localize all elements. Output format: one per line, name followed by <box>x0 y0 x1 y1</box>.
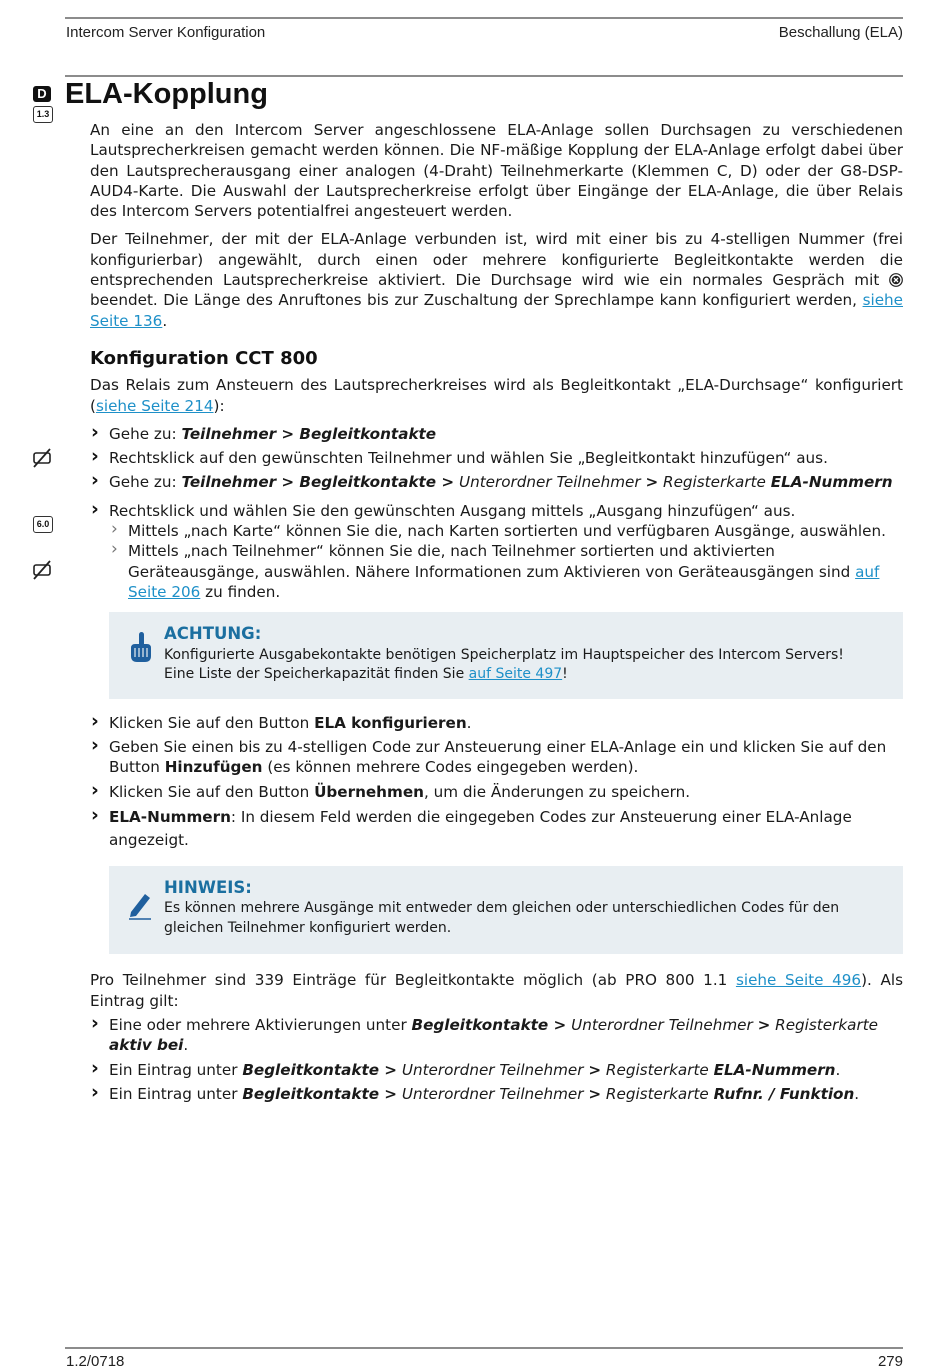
sub-steps <box>109 521 903 602</box>
entry-text: Ein Eintrag unter <box>109 1060 243 1079</box>
list-item: › Rechtsklick auf den gewünschten Teilnehmer und wählen Sie „Begleitkontakt hinzufügen“ aus. <box>90 448 903 468</box>
list-item <box>90 424 903 444</box>
list-item <box>90 1084 903 1104</box>
link-seite-136[interactable]: siehe Seite 136 <box>90 291 904 330</box>
menu-path-sub: Unterordner Teilnehmer <box>454 473 646 492</box>
menu-path-sub: Registerkarte <box>770 1016 878 1035</box>
footer-version: 1.2/0718 <box>66 1353 125 1370</box>
achtung-line-2 <box>164 665 879 685</box>
intro-paragraph-1: An eine an den Intercom Server angeschlossene ELA-Anlage sollen Durchsagen zu verschiedenen Lautsprecherkreisen gemacht werden können. Die NF-mäßige Kopplung der ELA-Anlage erfolgt dabei über den Lautsprecherausgang einer analogen (4-Draht) Teilnehmerkarte (Klemmen C, D) oder der G8-DSP-AUD4-Karte. Die Auswahl der Lautsprecherkreise erfolgt über Eingänge der ELA-Anlage, die über Relais des Intercom Servers potentialfrei angesteuert werden. <box>90 121 903 221</box>
link-seite-214[interactable]: siehe Seite 214 <box>95 396 214 415</box>
step-text-end: (es können mehrere Codes eingegeben werden). <box>262 758 639 777</box>
pro-text-end: ). Als Eintrag gilt: <box>90 971 903 1010</box>
step-text-end: zu finden. <box>200 582 281 601</box>
step-text: : In diesem Feld werden die eingegeben Codes zur Ansteuerung einer ELA-Anlage angezeigt. <box>109 807 852 849</box>
step-text: Rechtsklick und wählen Sie den gewünschten Ausgang mittels „Ausgang hinzufügen“ aus. <box>109 501 796 520</box>
achtung-text: Eine Liste der Speicherkapazität finden Sie <box>164 666 469 683</box>
menu-path: Teilnehmer > Begleitkontakte > <box>181 473 455 492</box>
achtung-notice <box>109 612 903 699</box>
entry-list <box>90 1015 903 1104</box>
list-item <box>90 737 903 778</box>
list-item <box>90 1060 903 1080</box>
menu-path-sub: Registerkarte <box>601 1084 714 1103</box>
menu-path-sep: > <box>757 1016 771 1035</box>
end-call-key-icon <box>889 273 903 287</box>
step-text: Klicken Sie auf den Button <box>109 713 315 732</box>
section-intro-end: ): <box>213 396 225 415</box>
list-item <box>90 501 903 602</box>
menu-path-sep: > <box>588 1060 602 1079</box>
button-name: ELA konfigurieren <box>314 713 467 732</box>
footer-rule <box>65 1347 903 1349</box>
menu-path: Begleitkontakte > <box>242 1060 398 1079</box>
menu-path-tab: ELA-Nummern <box>770 473 893 492</box>
link-seite-497[interactable]: auf Seite 497 <box>468 666 563 683</box>
header-top-rule <box>65 17 903 19</box>
menu-path-sub: Registerkarte <box>658 473 771 492</box>
pencil-icon <box>127 886 153 920</box>
header-left: Intercom Server Konfiguration <box>66 24 266 41</box>
menu-path-tab: Rufnr. / Funktion <box>713 1084 855 1103</box>
version-badge-1-3: 1.3 <box>33 106 53 123</box>
intro2-end: . <box>162 311 168 330</box>
achtung-title: ACHTUNG: <box>164 624 262 644</box>
not-available-icon <box>31 447 53 469</box>
step-text-end: , um die Änderungen zu speichern. <box>423 782 691 801</box>
menu-path-sep: > <box>588 1084 602 1103</box>
version-badge-6-0: 6.0 <box>33 516 53 533</box>
entry-text: Eine oder mehrere Aktivierungen unter <box>109 1016 412 1035</box>
entry-end: . <box>854 1084 860 1103</box>
menu-path-sub: Registerkarte <box>601 1060 714 1079</box>
header-right: Beschallung (ELA) <box>778 24 903 41</box>
achtung-end: ! <box>562 666 568 683</box>
button-name: Übernehmen <box>314 782 424 801</box>
step-text: Geben Sie einen bis zu 4-stelligen Code zur Ansteuerung einer ELA-Anlage ein und klicken Sie auf den Button <box>109 738 887 777</box>
entry-text: Ein Eintrag unter <box>109 1084 243 1103</box>
not-available-icon <box>31 559 53 581</box>
link-seite-206[interactable]: auf Seite 206 <box>128 562 880 601</box>
link-seite-496[interactable]: siehe Seite 496 <box>735 971 862 990</box>
menu-path-sep: > <box>645 473 659 492</box>
menu-path-tab: aktiv bei <box>109 1036 184 1055</box>
device-badge-d: D <box>33 86 51 102</box>
intro-paragraph-2 <box>90 229 903 330</box>
list-item <box>90 713 903 733</box>
sub-list-item <box>109 541 903 602</box>
step-text: Klicken Sie auf den Button <box>109 782 315 801</box>
sub-list-item: › Mittels „nach Karte“ können Sie die, nach Karten sortierten und verfügbaren Ausgänge, auswählen. <box>109 521 903 541</box>
step-text: Gehe zu: <box>109 473 182 492</box>
step-text: Gehe zu: <box>109 424 182 443</box>
intro2-text: Der Teilnehmer, der mit der ELA-Anlage verbunden ist, wird mit einer bis zu 4-stelligen Nummer (frei konfigurierbar) angewählt, durch einen oder mehrere konfigurierte Begleitkontakte werden die entsprechenden Lautsprecherkreise aktiviert. Die Durchsage wird wie ein normales Gespräch mit <box>90 230 903 290</box>
list-item <box>90 806 903 852</box>
menu-path: Teilnehmer > Begleitkontakte <box>181 424 437 443</box>
menu-path-tab: ELA-Nummern <box>713 1060 836 1079</box>
header-bottom-rule <box>65 75 903 77</box>
section-intro-text: Das Relais zum Ansteuern des Lautsprecherkreises wird als Begleitkontakt „ELA-Durchsage“ konfiguriert ( <box>90 376 903 415</box>
pointing-hand-icon <box>127 630 153 664</box>
entry-end: . <box>183 1036 189 1055</box>
entry-end: . <box>835 1060 841 1079</box>
button-name: Hinzufügen <box>164 758 263 777</box>
menu-path: Begleitkontakte > <box>242 1084 398 1103</box>
hinweis-text: Es können mehrere Ausgänge mit entweder dem gleichen oder unterschiedlichen Codes für den gleichen Teilnehmer konfiguriert werden. <box>164 900 840 936</box>
step-text-end: . <box>466 713 472 732</box>
hinweis-title: HINWEIS: <box>164 877 252 897</box>
config-steps <box>90 424 903 602</box>
section-intro <box>90 375 903 416</box>
achtung-line-1: Konfigurierte Ausgabekontakte benötigen Speicherplatz im Hauptspeicher des Intercom Servers! <box>164 646 844 663</box>
pro-paragraph <box>90 970 903 1011</box>
menu-path-sub: Unterordner Teilnehmer <box>397 1084 589 1103</box>
page-number: 279 <box>877 1353 903 1370</box>
pro-text: Pro Teilnehmer sind 339 Einträge für Begleitkontakte möglich (ab PRO 800 1.1 <box>90 971 736 990</box>
ela-steps <box>90 713 903 852</box>
hinweis-notice <box>109 866 903 955</box>
section-title: Konfiguration CCT 800 <box>90 347 318 369</box>
menu-path-sub: Unterordner Teilnehmer <box>566 1016 758 1035</box>
list-item <box>90 472 903 492</box>
page-title: ELA-Kopplung <box>65 78 268 110</box>
list-item <box>90 782 903 802</box>
step-text: Mittels „nach Teilnehmer“ können Sie die, nach Teilnehmer sortierten und aktivierten Geräteausgänge, auswählen. Nähere Informationen zum Aktivieren von Geräteausgängen sind <box>128 542 856 581</box>
main-content <box>90 120 903 1108</box>
menu-path-sub: Unterordner Teilnehmer <box>397 1060 589 1079</box>
intro2-text-cont: beendet. Die Länge des Anruftones bis zur Zuschaltung der Sprechlampe kann konfiguriert werden, <box>90 291 858 310</box>
field-name: ELA-Nummern <box>109 807 231 826</box>
list-item <box>90 1015 903 1056</box>
menu-path: Begleitkontakte > <box>411 1016 567 1035</box>
